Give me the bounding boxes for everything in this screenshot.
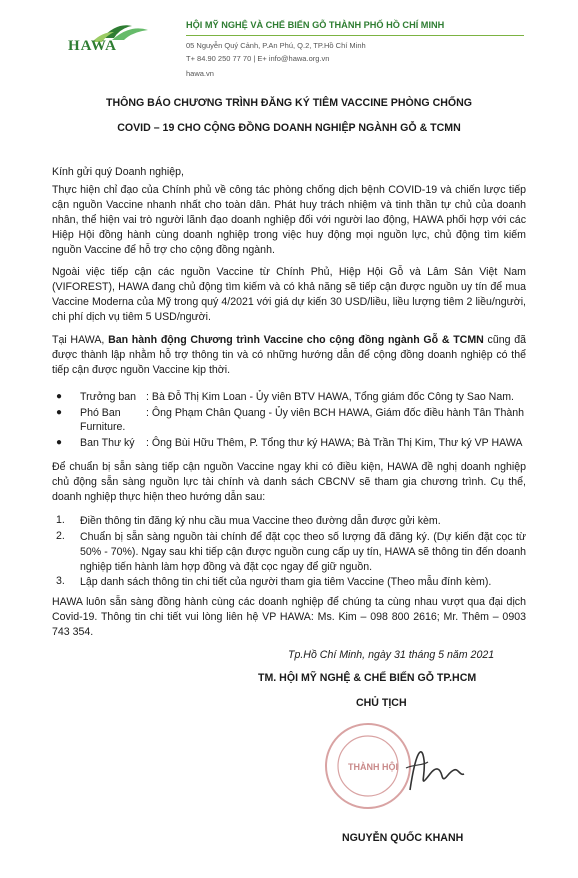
org-contact: T+ 84.90 250 77 70 | E+ info@hawa.org.vn <box>186 54 330 63</box>
official-stamp-icon <box>318 720 478 812</box>
org-website[interactable]: hawa.vn <box>186 69 214 78</box>
step-number: 2. <box>56 530 65 542</box>
document-title-line-2: COVID – 19 CHO CỘNG ĐỒNG DOANH NGHIỆP NGÀNH GỖ & TCMN <box>117 122 461 134</box>
paragraph-3-bold: Ban hành động Chương trình Vaccine cho cộng đồng ngành Gỗ & TCMN <box>108 334 484 346</box>
signature-date: Tp.Hồ Chí Minh, ngày 31 tháng 5 năm 2021 <box>288 649 495 661</box>
signature-org: TM. HỘI MỸ NGHỆ & CHẾ BIẾN GỖ TP.HCM <box>258 672 477 684</box>
committee-member: : Ông Bùi Hữu Thêm, P. Tổng thư ký HAWA; Bà Trần Thị Kim, Thư ký VP HAWA <box>146 437 523 449</box>
committee-member-cont: Furniture. <box>80 421 126 433</box>
paragraph-3-suffix: cũng đã được thành lập nhằm hỗ trợ thông tin và có những hướng dẫn để cộng đồng doanh nghiệp có thể tiếp cận được nguồn Vaccine kịp thời. <box>52 334 526 376</box>
step-number: 3. <box>56 575 65 587</box>
paragraph-5: HAWA luôn sẵn sàng đồng hành cùng các doanh nghiệp để chúng ta cùng nhau vượt qua đại dịch Covid-19. Thông tin chi tiết vui lòng liên hệ VP HAWA: Ms. Kim – 098 800 2616; Mr. Thêm – 0903 743 354. <box>52 596 526 638</box>
greeting: Kính gửi quý Doanh nghiệp, <box>52 166 184 178</box>
logo-text: HAWA <box>68 38 118 54</box>
org-address: 05 Nguyễn Quý Cảnh, P.An Phú, Q.2, TP.Hồ Chí Minh <box>186 41 366 50</box>
step-text: Lập danh sách thông tin chi tiết của người tham gia tiêm Vaccine (Theo mẫu đính kèm). <box>80 576 492 588</box>
bullet-icon: ● <box>56 391 63 402</box>
signature-scribble <box>410 752 464 790</box>
committee-member: : Bà Đỗ Thị Kim Loan - Ủy viên BTV HAWA, Tổng giám đốc Công ty Sao Nam. <box>146 391 514 403</box>
document-title-line-1: THÔNG BÁO CHƯƠNG TRÌNH ĐĂNG KÝ TIÊM VACCINE PHÒNG CHỐNG <box>105 97 473 109</box>
committee-role: Trưởng ban <box>80 391 137 403</box>
signer-name: NGUYỄN QUỐC KHANH <box>342 832 464 844</box>
signature-position: CHỦ TỊCH <box>356 697 407 709</box>
paragraph-1: Thực hiện chỉ đạo của Chính phủ về công tác phòng chống dịch bệnh COVID-19 và chiến lược tiếp cận nguồn Vaccine nhanh nhất cho toàn dân. Phát huy trách nhiệm và tinh thần tự chủ của doanh nhân, thể hiện vai trò người lãnh đạo doanh nghiệp đối với người lao động, HAWA phối hợp với các Hiệp Hội đồng hành cùng doanh nghiệp trong việc huy động mọi nguồn lực, chủ động tìm kiếm nguồn Vaccine để hỗ trợ cho cộng đồng ngành. <box>52 184 526 256</box>
committee-role: Phó Ban <box>80 407 121 419</box>
bullet-icon: ● <box>56 407 63 418</box>
paragraph-2: Ngoài việc tiếp cận các nguồn Vaccine từ Chính Phủ, Hiệp Hội Gỗ và Lâm Sản Việt Nam (VIFOREST), HAWA đang chủ động tìm kiếm và có khả năng sẽ tiếp cận được nguồn uy tín để mua Vaccine Moderna của Mỹ trong quý 4/2021 với giá dự kiến 30 USD/liều, liều lượng tiêm 2 liều/người, chi phí dịch vụ tiêm 5 USD/người. <box>52 266 526 323</box>
stamp-text: THÀNH HỘI <box>348 762 398 772</box>
committee-role: Ban Thư ký <box>80 437 135 449</box>
divider <box>186 35 524 36</box>
letterhead <box>0 0 578 82</box>
step-number: 1. <box>56 514 65 526</box>
paragraph-3-prefix: Tại HAWA, <box>52 334 109 346</box>
paragraph-4: Để chuẩn bị sẵn sàng tiếp cận nguồn Vaccine ngay khi có điều kiện, HAWA đề nghị doanh nghiệp chủ động sẵn sàng nguồn lực tài chính và danh sách CBCNV sẽ tham gia chương trình. Cụ thể, doanh nghiệp thực hiện theo hướng dẫn sau: <box>52 461 526 503</box>
step-text: Chuẩn bị sẵn sàng nguồn tài chính để đặt cọc theo số lượng đã đăng ký. (Dự kiến đặt cọc từ 50% - 70%). Ngay sau khi tiếp cận được nguồn cung cấp uy tín, HAWA sẽ thông tin đến doanh nghiệp tiến hành làm hợp đồng và đặt cọc ngay để giữ nguồn. <box>80 531 526 573</box>
bullet-icon: ● <box>56 437 63 448</box>
paragraph-3 <box>52 333 526 378</box>
step-text: Điền thông tin đăng ký nhu cầu mua Vaccine theo đường dẫn được gửi kèm. <box>80 515 441 527</box>
committee-member: : Ông Phạm Chân Quang - Ủy viên BCH HAWA, Giám đốc điều hành Tân Thành <box>146 407 525 419</box>
org-name: HỘI MỸ NGHỆ VÀ CHẾ BIẾN GỖ THÀNH PHỐ HỒ CHÍ MINH <box>186 20 445 30</box>
